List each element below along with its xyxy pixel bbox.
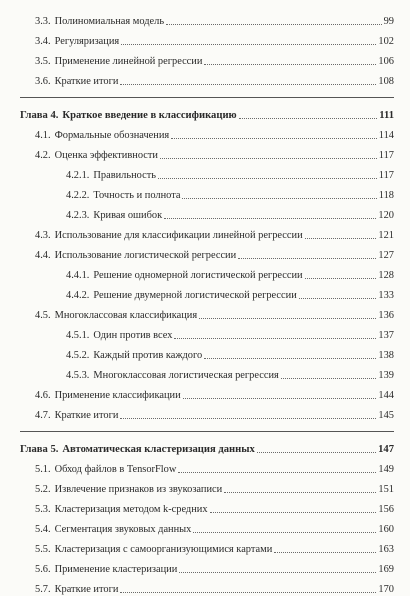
toc-entry[interactable]	[20, 382, 394, 402]
toc-entry-title: Краткие итоги	[54, 76, 119, 87]
dot-leader	[120, 84, 376, 85]
toc-entry[interactable]	[20, 536, 394, 556]
dot-leader	[204, 358, 376, 359]
toc-entry-number: 5.6.	[35, 564, 51, 575]
dot-leader	[164, 218, 376, 219]
dot-leader	[281, 378, 377, 379]
dot-leader	[239, 118, 378, 119]
toc-entry[interactable]	[20, 182, 394, 202]
toc-entry-title: Обход файлов в TensorFlow	[54, 464, 177, 475]
toc-entry-number: 3.5.	[35, 56, 51, 67]
toc-entry[interactable]	[20, 242, 394, 262]
toc-entry-number: 5.7.	[35, 584, 51, 595]
toc-entry-number: 5.2.	[35, 484, 51, 495]
toc-entry-page-number: 118	[378, 190, 394, 201]
toc-entry-title: Правильность	[93, 170, 156, 181]
toc-entry[interactable]	[20, 322, 394, 342]
toc-entry-title: Каждый против каждого	[93, 350, 203, 361]
toc-entry-page-number: 170	[378, 584, 394, 595]
section-separator-line	[20, 88, 394, 98]
dot-leader	[193, 532, 376, 533]
toc-entry-number: 5.4.	[35, 524, 51, 535]
dot-leader	[210, 512, 377, 513]
toc-entry-page-number: 137	[378, 330, 394, 341]
toc-entry-title: Извлечение признаков из звукозаписи	[54, 484, 223, 495]
dot-leader	[183, 398, 377, 399]
toc-entry-title: Применение кластеризации	[54, 564, 178, 575]
toc-chapter-entry[interactable]	[20, 102, 394, 122]
toc-entry-number: 5.1.	[35, 464, 51, 475]
toc-entry-page-number: 111	[379, 110, 394, 121]
toc-entry-page-number: 120	[378, 210, 394, 221]
toc-entry-title: Автоматическая кластеризация данных	[62, 444, 255, 455]
toc-entry-number: Глава 5.	[20, 444, 59, 455]
toc-entry[interactable]	[20, 362, 394, 382]
toc-entry-number: 5.5.	[35, 544, 51, 555]
dot-leader	[171, 138, 377, 139]
toc-entry-page-number: 144	[378, 390, 394, 401]
toc-entry[interactable]	[20, 576, 394, 596]
toc-entry-page-number: 156	[378, 504, 394, 515]
toc-entry-number: 4.1.	[35, 130, 51, 141]
dot-leader	[121, 44, 376, 45]
toc-entry-title: Использование для классификации линейной регрессии	[54, 230, 303, 241]
toc-entry-number: 4.4.2.	[66, 290, 90, 301]
toc-entry-title: Точность и полнота	[93, 190, 181, 201]
dot-leader	[299, 298, 377, 299]
toc-entry[interactable]	[20, 48, 394, 68]
toc-entry-page-number: 99	[383, 16, 394, 27]
toc-entry[interactable]	[20, 556, 394, 576]
toc-entry[interactable]	[20, 28, 394, 48]
toc-entry-page-number: 114	[378, 130, 394, 141]
toc-entry-number: 4.5.2.	[66, 350, 90, 361]
toc-entry-page-number: 151	[378, 484, 394, 495]
toc-entry-number: 4.2.3.	[66, 210, 90, 221]
dot-leader	[305, 278, 377, 279]
toc-entry-number: 5.3.	[35, 504, 51, 515]
toc-entry-page-number: 121	[378, 230, 394, 241]
dot-leader	[224, 492, 376, 493]
toc-entry[interactable]	[20, 282, 394, 302]
toc-entry-page-number: 136	[378, 310, 394, 321]
toc-entry-page-number: 102	[378, 36, 394, 47]
toc-entry-title: Оценка эффективности	[54, 150, 158, 161]
dot-leader	[158, 178, 377, 179]
toc-entry-number: 4.4.1.	[66, 270, 90, 281]
toc-entry-number: 4.3.	[35, 230, 51, 241]
toc-entry-title: Использование логистической регрессии	[54, 250, 237, 261]
dot-leader	[174, 338, 376, 339]
toc-entry[interactable]	[20, 202, 394, 222]
toc-entry-page-number: 117	[378, 150, 394, 161]
section-separator-line	[20, 422, 394, 432]
dot-leader	[179, 572, 376, 573]
toc-entry-title: Применение классификации	[54, 390, 181, 401]
toc-entry-page-number: 106	[378, 56, 394, 67]
toc-entry-number: 3.4.	[35, 36, 51, 47]
toc-entry-number: 4.2.1.	[66, 170, 90, 181]
toc-entry-page-number: 127	[378, 250, 394, 261]
toc-entry-title: Полиномиальная модель	[54, 16, 165, 27]
toc-entry-title: Кластеризация с самоорганизующимися картами	[54, 544, 273, 555]
toc-entry[interactable]	[20, 68, 394, 88]
dot-leader	[238, 258, 376, 259]
toc-entry[interactable]	[20, 516, 394, 536]
dot-leader	[274, 552, 376, 553]
toc-entry[interactable]	[20, 496, 394, 516]
toc-entry-page-number: 128	[378, 270, 394, 281]
toc-entry-page-number: 117	[378, 170, 394, 181]
dot-leader	[120, 418, 376, 419]
toc-entry-number: 4.6.	[35, 390, 51, 401]
toc-entry[interactable]	[20, 8, 394, 28]
toc-entry[interactable]	[20, 142, 394, 162]
toc-entry-page-number: 139	[378, 370, 394, 381]
toc-chapter-entry[interactable]	[20, 436, 394, 456]
toc-entry-number: 4.7.	[35, 410, 51, 421]
dot-leader	[257, 452, 376, 453]
toc-entry-number: 4.2.2.	[66, 190, 90, 201]
toc-entry-page-number: 138	[378, 350, 394, 361]
toc-entry-title: Краткие итоги	[54, 584, 119, 595]
toc-entry-page-number: 108	[378, 76, 394, 87]
toc-entry-title: Многоклассовая классификация	[54, 310, 198, 321]
toc-entry-title: Один против всех	[93, 330, 173, 341]
toc-entry[interactable]	[20, 262, 394, 282]
toc-entry-title: Решение одномерной логистической регрессии	[93, 270, 303, 281]
toc-entry-number: Глава 4.	[20, 110, 59, 121]
toc-entry-number: 3.3.	[35, 16, 51, 27]
toc-entry-number: 4.4.	[35, 250, 51, 261]
toc-entry-title: Многоклассовая логистическая регрессия	[93, 370, 279, 381]
toc-entry[interactable]	[20, 476, 394, 496]
toc-entry[interactable]	[20, 402, 394, 422]
toc-entry-number: 4.5.	[35, 310, 51, 321]
toc-entry-page-number: 160	[378, 524, 394, 535]
toc-entry[interactable]	[20, 302, 394, 322]
toc-entry-page-number: 133	[378, 290, 394, 301]
dot-leader	[160, 158, 377, 159]
toc-entry[interactable]	[20, 222, 394, 242]
toc-entry-number: 3.6.	[35, 76, 51, 87]
toc-entry-page-number: 145	[378, 410, 394, 421]
toc-entry[interactable]	[20, 122, 394, 142]
dot-leader	[166, 24, 382, 25]
toc-entry-title: Сегментация звуковых данных	[54, 524, 192, 535]
toc-entry-title: Кластеризация методом k-средних	[54, 504, 208, 515]
toc-entry-title: Кривая ошибок	[93, 210, 163, 221]
dot-leader	[199, 318, 376, 319]
toc-entry-title: Регуляризация	[54, 36, 120, 47]
toc-entry[interactable]	[20, 342, 394, 362]
dot-leader	[204, 64, 376, 65]
toc-entry-page-number: 169	[378, 564, 394, 575]
toc-entry-title: Краткое введение в классификацию	[62, 110, 237, 121]
toc-entry-number: 4.2.	[35, 150, 51, 161]
toc-entry-page-number: 149	[378, 464, 394, 475]
toc-entry[interactable]	[20, 162, 394, 182]
dot-leader	[178, 472, 376, 473]
dot-leader	[305, 238, 377, 239]
toc-entry-title: Решение двумерной логистической регрессии	[93, 290, 297, 301]
toc-entry-number: 4.5.1.	[66, 330, 90, 341]
toc-entry-number: 4.5.3.	[66, 370, 90, 381]
dot-leader	[182, 198, 376, 199]
toc-entry-page-number: 147	[378, 444, 394, 455]
toc-entry-title: Формальные обозначения	[54, 130, 170, 141]
toc-entry-title: Применение линейной регрессии	[54, 56, 203, 67]
toc-entry-page-number: 163	[378, 544, 394, 555]
table-of-contents	[20, 8, 394, 596]
dot-leader	[120, 592, 376, 593]
toc-entry[interactable]	[20, 456, 394, 476]
toc-entry-title: Краткие итоги	[54, 410, 119, 421]
